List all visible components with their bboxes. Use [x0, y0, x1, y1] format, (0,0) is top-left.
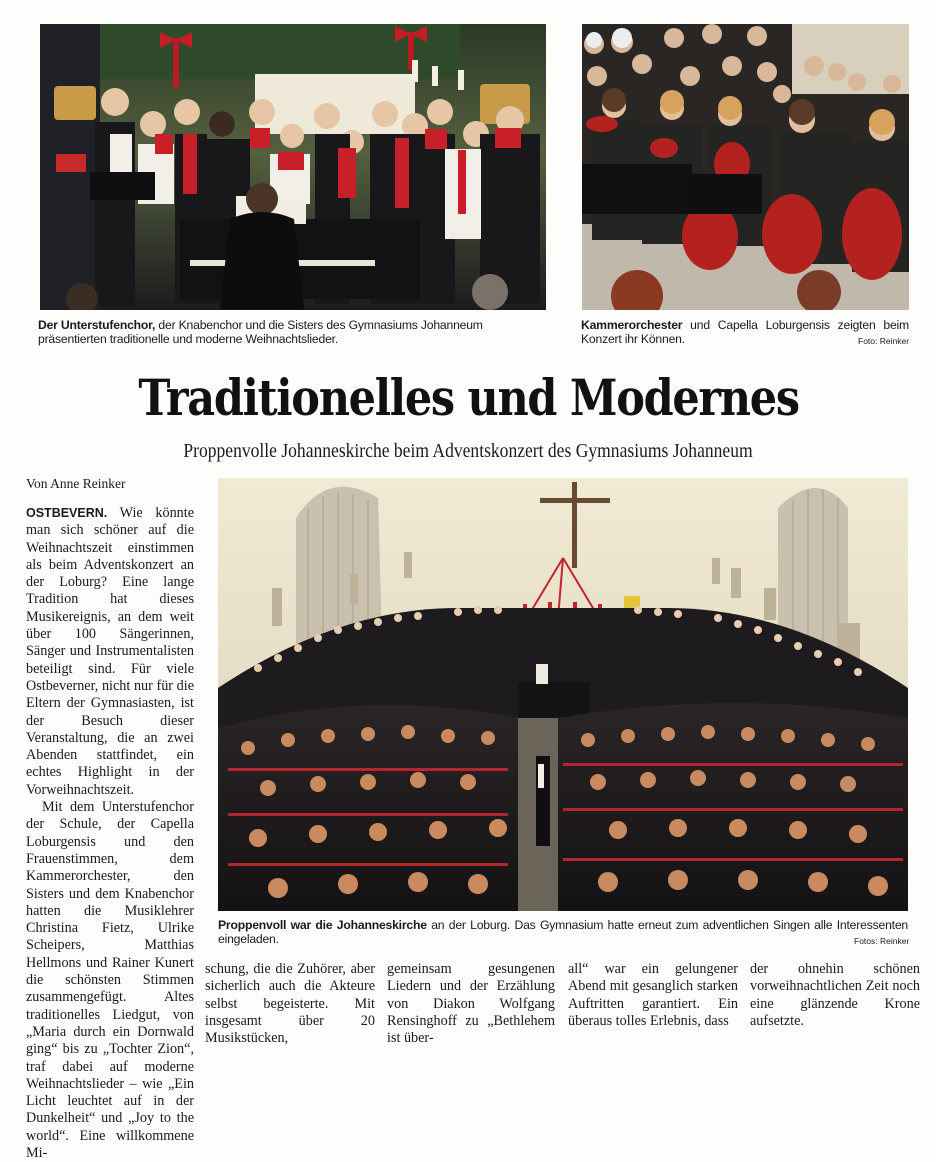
photo-orchestra	[582, 24, 909, 310]
dateline: OSTBEVERN.	[26, 506, 108, 520]
caption-church	[218, 918, 908, 946]
caption-orchestra-bold: Kammerorchester	[581, 318, 683, 332]
church-photo-image	[218, 478, 908, 911]
caption-orchestra-text: und Capella Loburgensis zeigten beim Konzert ihr Können.	[581, 318, 909, 346]
article-paragraph-1	[26, 505, 194, 799]
choir-photo-image	[40, 24, 546, 310]
byline: Von Anne Reinker	[26, 476, 126, 491]
photo-church	[218, 478, 908, 911]
photo-credit-orchestra: Foto: Reinker	[858, 336, 910, 346]
caption-church-bold: Proppenvoll war die Johanneskirche	[218, 918, 427, 932]
article-column-1	[26, 505, 194, 1162]
article-column-2: schung, die die Zuhörer, aber sicherlich auch die Akteure selbst begeisterte. Mit insgesamt über 20 Musikstücken,	[205, 961, 375, 1047]
article-column-4: all“ war ein gelungener Abend mit gesanglich starken Auftritten garantiert. Ein überaus tolles Erlebnis, dass	[568, 961, 738, 1029]
caption-church-text: an der Loburg. Das Gymnasium hatte erneut zum adventlichen Singen alle Interessenten eingeladen.	[218, 918, 908, 946]
photo-credit-church: Fotos: Reinker	[854, 936, 910, 946]
orchestra-photo-image	[582, 24, 909, 310]
article-paragraph-1-text: Wie könnte man sich schöner auf die Weihnachtszeit einstimmen als beim Adventskonzert an der Loburg? Eine lange Tradition hat dieses Musikereignis, an dem weit über 100 Sängerinnen, Sänger und Instrumentalisten beteiligt sind. Für viele Ostbeverner, nicht nur für die Eltern der Gymnasiasten, ist der Besuch dieser Veranstaltung, die an zwei Abenden stattfindet, ein echtes Highlight in der Vorweihnachtszeit.	[26, 505, 194, 798]
subheadline: Proppenvolle Johanneskirche beim Adventskonzert des Gymnasiums Johanneum	[183, 441, 753, 462]
caption-choir-text: der Knabenchor und die Sisters des Gymnasiums Johanneum präsentierten traditionelle und moderne Weihnachtslieder.	[38, 318, 483, 346]
article-column-5: der ohnehin schönen vorweihnachtlichen Zeit noch eine glänzende Krone aufsetzte.	[750, 961, 920, 1029]
article-paragraph-2: Mit dem Unterstufenchor der Schule, der Capella Loburgensis und den Frauenstimmen, dem Kammerorchester, den Sisters und dem Knabenchor hatten die Musiklehrer Christina Fietz, Ulrike Scheipers, Matthias Hellmons und Rainer Kunert die schönsten Stimmen zusammengefügt. Altes traditionelles Liedgut, von „Maria durch ein Dornwald ging“ bis zu „Tochter Zion“, traf dabei auf moderne Weihnachtslieder – wie „Ein Licht leuchtet auf in der Dunkelheit“ und „Joy to the world“. Eine willkommene Mi-	[26, 799, 194, 1161]
photo-choir	[40, 24, 546, 310]
caption-choir-bold: Der Unterstufenchor,	[38, 318, 156, 332]
article-column-3: gemeinsam gesungenen Liedern und der Erzählung von Diakon Wolfgang Rensinghoff zu „Bethlehem ist über-	[387, 961, 555, 1047]
caption-choir	[38, 318, 546, 346]
headline: Traditionelles und Modernes	[138, 368, 799, 427]
